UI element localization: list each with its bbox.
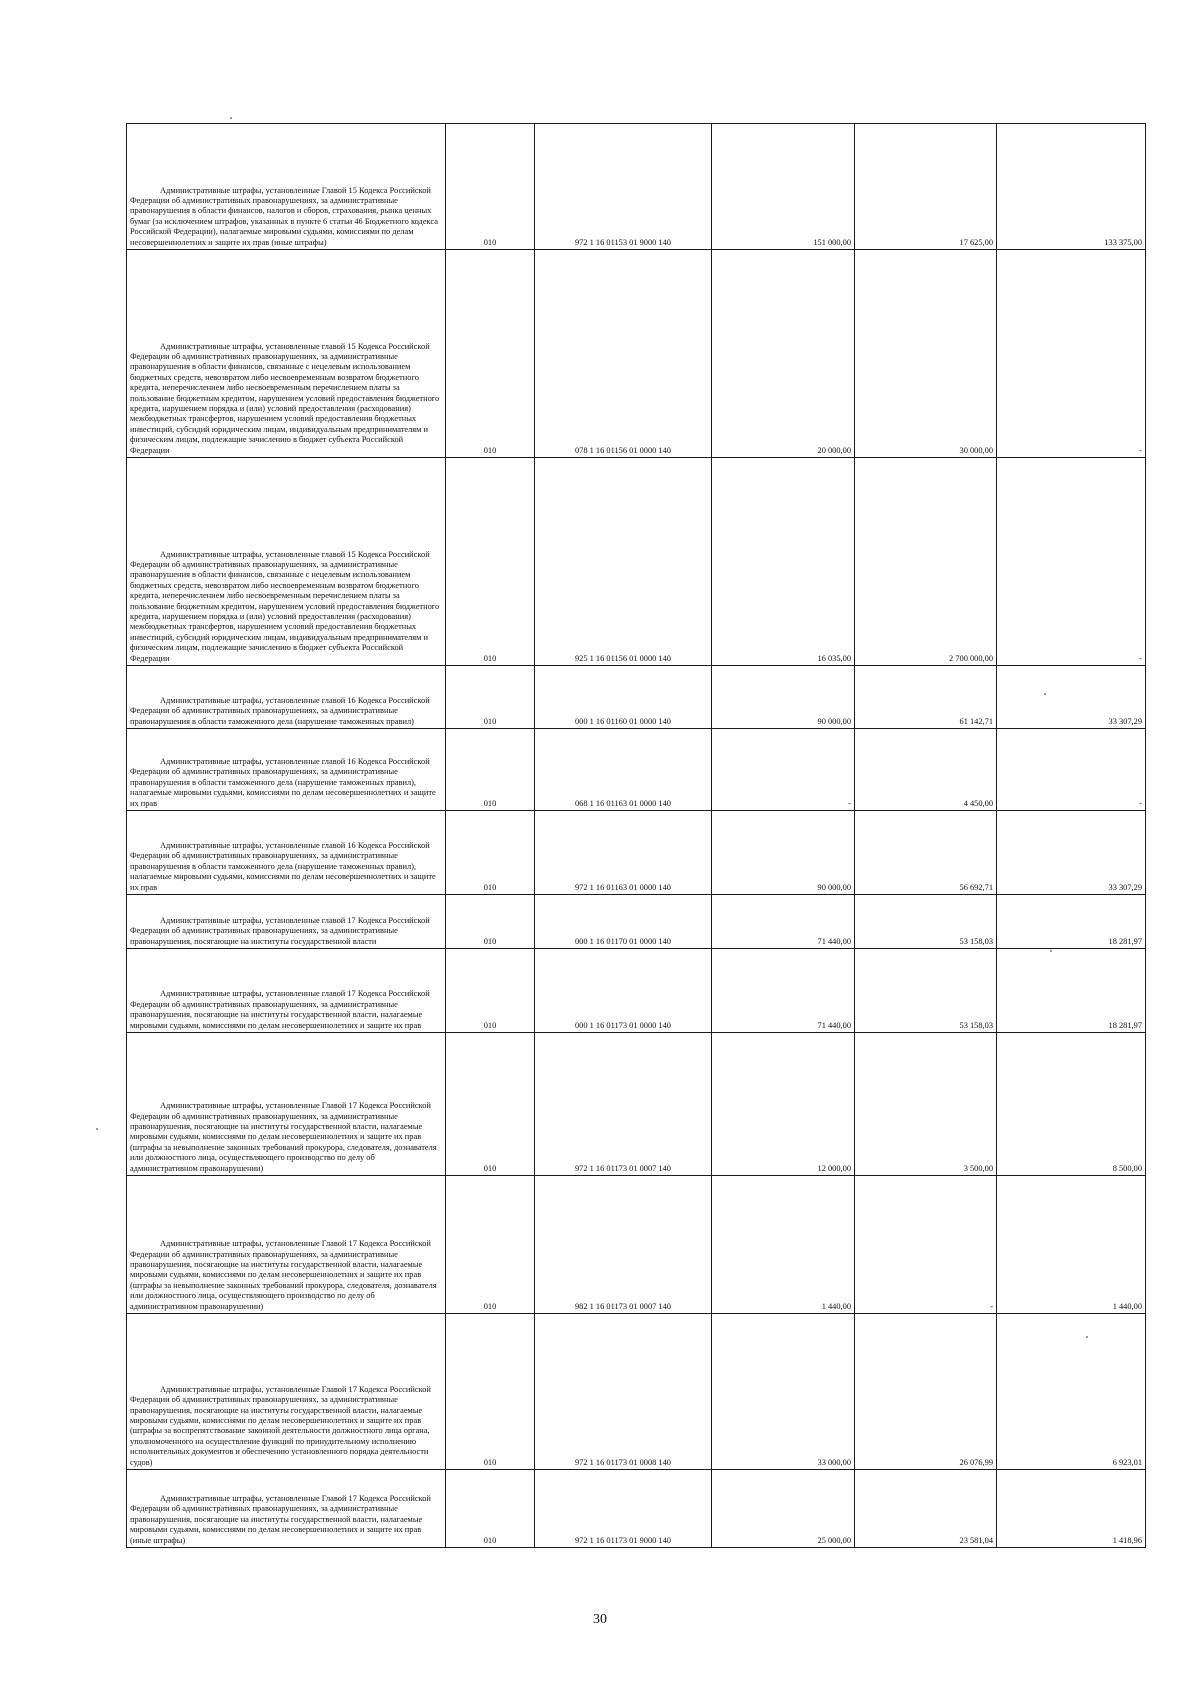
revenue-table — [126, 123, 1146, 1548]
row-description: Административные штрафы, установленные Главой 17 Кодекса Российской Федерации об административных правонарушениях, за административные правонарушения, посягающие на институты государственной власти, налагаемые мировыми судьями, комиссиями по делам несовершеннолетних и защите их прав (иные штрафы) — [127, 1470, 446, 1548]
row-budget-code: 972 1 16 01153 01 9000 140 — [535, 124, 712, 250]
row-budget-code: 982 1 16 01173 01 0007 140 — [535, 1176, 712, 1314]
row-unexecuted-amount: - — [997, 250, 1146, 458]
table-row — [127, 729, 1146, 811]
row-approved-amount: 12 000,00 — [712, 1033, 855, 1176]
row-executed-amount: 56 692,71 — [855, 811, 997, 895]
row-approved-amount: 90 000,00 — [712, 811, 855, 895]
row-budget-code: 972 1 16 01173 01 9000 140 — [535, 1470, 712, 1548]
row-approved-amount: 16 035,00 — [712, 458, 855, 666]
table-row — [127, 1176, 1146, 1314]
row-description: Административные штрафы, установленные Главой 17 Кодекса Российской Федерации об административных правонарушениях, за административные правонарушения, посягающие на институты государственной власти, налагаемые мировыми судьями, комиссиями по делам несовершеннолетних и защите их прав (штрафы за невыполнение законных требований прокурора, следователя, дознавателя или должностного лица, осуществляющего производство по делу об административном правонарушении) — [127, 1176, 446, 1314]
row-description: Административные штрафы, установленные главой 17 Кодекса Российской Федерации об административных правонарушениях, за административные правонарушения, посягающие на институты государственной власти — [127, 895, 446, 949]
row-line-code: 010 — [446, 666, 535, 729]
table-row — [127, 1470, 1146, 1548]
row-budget-code: 000 1 16 01160 01 0000 140 — [535, 666, 712, 729]
row-description: Административные штрафы, установленные главой 16 Кодекса Российской Федерации об административных правонарушениях, за административные правонарушения в области таможенного дела (нарушение таможенных правил), налагаемые мировыми судьями, комиссиями по делам несовершеннолетних и защите их прав — [127, 811, 446, 895]
table-row — [127, 895, 1146, 949]
row-line-code: 010 — [446, 250, 535, 458]
row-line-code: 010 — [446, 1033, 535, 1176]
scan-speck — [1050, 950, 1052, 952]
row-executed-amount: 23 581,04 — [855, 1470, 997, 1548]
table-row — [127, 811, 1146, 895]
row-executed-amount: 53 158,03 — [855, 895, 997, 949]
row-executed-amount: 26 076,99 — [855, 1314, 997, 1470]
table-row — [127, 1314, 1146, 1470]
row-unexecuted-amount: 1 418,96 — [997, 1470, 1146, 1548]
row-approved-amount: 20 000,00 — [712, 250, 855, 458]
row-approved-amount: 33 000,00 — [712, 1314, 855, 1470]
row-approved-amount: 71 440,00 — [712, 895, 855, 949]
table-row — [127, 1033, 1146, 1176]
row-budget-code: 972 1 16 01173 01 0007 140 — [535, 1033, 712, 1176]
row-budget-code: 972 1 16 01163 01 0000 140 — [535, 811, 712, 895]
row-unexecuted-amount: 33 307,29 — [997, 811, 1146, 895]
row-line-code: 010 — [446, 729, 535, 811]
row-budget-code: 068 1 16 01163 01 0000 140 — [535, 729, 712, 811]
row-line-code: 010 — [446, 1314, 535, 1470]
row-line-code: 010 — [446, 949, 535, 1033]
row-executed-amount: 61 142,71 — [855, 666, 997, 729]
page-number: 30 — [593, 1612, 607, 1627]
row-description: Административные штрафы, установленные главой 15 Кодекса Российской Федерации об административных правонарушениях, за административные правонарушения в области финансов, связанные с нецелевым использованием бюджетных средств, невозвратом либо несвоевременным возвратом бюджетного кредита, неперечислением либо несвоевременным перечислением платы за пользование бюджетным кредитом, нарушением условий предоставления бюджетного кредита, нарушением порядка и (или) условий предоставления (расходования) межбюджетных трансфертов, нарушением условий предоставления бюджетных инвестиций, субсидий юридическим лицам, индивидуальным предпринимателям и физическим лицам, подлежащие зачислению в бюджет субъекта Российской Федерации — [127, 250, 446, 458]
row-approved-amount: 25 000,00 — [712, 1470, 855, 1548]
row-approved-amount: 71 440,00 — [712, 949, 855, 1033]
row-executed-amount: - — [855, 1176, 997, 1314]
row-executed-amount: 30 000,00 — [855, 250, 997, 458]
row-executed-amount: 3 500,00 — [855, 1033, 997, 1176]
row-unexecuted-amount: - — [997, 729, 1146, 811]
table-row — [127, 250, 1146, 458]
row-unexecuted-amount: 133 375,00 — [997, 124, 1146, 250]
row-description: Административные штрафы, установленные Главой 15 Кодекса Российской Федерации об административных правонарушениях, за административные правонарушения в области финансов, налогов и сборов, страхования, рынка ценных бумаг (за исключением штрафов, указанных в пункте 6 статьи 46 Бюджетного кодекса Российской Федерации), налагаемые мировыми судьями, комиссиями по делам несовершеннолетних и защите их прав (иные штрафы) — [127, 124, 446, 250]
table-row — [127, 666, 1146, 729]
row-budget-code: 078 1 16 01156 01 0000 140 — [535, 250, 712, 458]
row-line-code: 010 — [446, 895, 535, 949]
row-description: Административные штрафы, установленные Главой 17 Кодекса Российской Федерации об административных правонарушениях, за административные правонарушения, посягающие на институты государственной власти, налагаемые мировыми судьями, комиссиями по делам несовершеннолетних и защите их прав (штрафы за невыполнение законных требований прокурора, следователя, дознавателя или должностного лица, осуществляющего производство по делу об административном правонарушении) — [127, 1033, 446, 1176]
table-row — [127, 124, 1146, 250]
row-line-code: 010 — [446, 124, 535, 250]
row-unexecuted-amount: 18 281,97 — [997, 949, 1146, 1033]
row-unexecuted-amount: 1 440,00 — [997, 1176, 1146, 1314]
table-row — [127, 458, 1146, 666]
row-description: Административные штрафы, установленные главой 16 Кодекса Российской Федерации об административных правонарушениях, за административные правонарушения в области таможенного дела (нарушение таможенных правил), налагаемые мировыми судьями, комиссиями по делам несовершеннолетних и защите их прав — [127, 729, 446, 811]
row-approved-amount: 151 000,00 — [712, 124, 855, 250]
row-line-code: 010 — [446, 458, 535, 666]
row-description: Административные штрафы, установленные главой 16 Кодекса Российской Федерации об административных правонарушениях, за административные правонарушения в области таможенного дела (нарушение таможенных правил) — [127, 666, 446, 729]
row-budget-code: 000 1 16 01170 01 0000 140 — [535, 895, 712, 949]
row-budget-code: 925 1 16 01156 01 0000 140 — [535, 458, 712, 666]
row-budget-code: 000 1 16 01173 01 0000 140 — [535, 949, 712, 1033]
row-unexecuted-amount: 8 500,00 — [997, 1033, 1146, 1176]
row-line-code: 010 — [446, 1176, 535, 1314]
report-sheet — [126, 123, 1146, 1548]
row-executed-amount: 53 158,03 — [855, 949, 997, 1033]
row-budget-code: 972 1 16 01173 01 0008 140 — [535, 1314, 712, 1470]
row-executed-amount: 2 700 000,00 — [855, 458, 997, 666]
row-description: Административные штрафы, установленные главой 15 Кодекса Российской Федерации об административных правонарушениях, за административные правонарушения в области финансов, связанные с нецелевым использованием бюджетных средств, невозвратом либо несвоевременным возвратом бюджетного кредита, неперечислением либо несвоевременным перечислением платы за пользование бюджетным кредитом, нарушением условий предоставления бюджетного кредита, нарушением порядка и (или) условий предоставления (расходования) межбюджетных трансфертов, нарушением условий предоставления бюджетных инвестиций, субсидий юридическим лицам, индивидуальным предпринимателям и физическим лицам, подлежащие зачислению в бюджет субъекта Российской Федерации — [127, 458, 446, 666]
row-line-code: 010 — [446, 1470, 535, 1548]
row-unexecuted-amount: 18 281,97 — [997, 895, 1146, 949]
row-approved-amount: - — [712, 729, 855, 811]
scan-speck — [1086, 1336, 1088, 1338]
row-description: Административные штрафы, установленные Главой 17 Кодекса Российской Федерации об административных правонарушениях, за административные правонарушения, посягающие на институты государственной власти, налагаемые мировыми судьями, комиссиями по делам несовершеннолетних и защите их прав (штрафы за воспрепятствование законной деятельности должностного лица органа, уполномоченного на осуществление функций по принудительному исполнению исполнительных документов и обеспечению установленного порядка деятельности судов) — [127, 1314, 446, 1470]
row-line-code: 010 — [446, 811, 535, 895]
row-approved-amount: 90 000,00 — [712, 666, 855, 729]
row-executed-amount: 17 625,00 — [855, 124, 997, 250]
scan-speck — [230, 117, 232, 119]
table-row — [127, 949, 1146, 1033]
scan-speck — [1044, 693, 1046, 695]
scan-speck — [96, 1128, 98, 1130]
row-approved-amount: 1 440,00 — [712, 1176, 855, 1314]
row-unexecuted-amount: - — [997, 458, 1146, 666]
row-unexecuted-amount: 6 923,01 — [997, 1314, 1146, 1470]
row-description: Административные штрафы, установленные главой 17 Кодекса Российской Федерации об административных правонарушениях, за административные правонарушения, посягающие на институты государственной власти, налагаемые мировыми судьями, комиссиями по делам несовершеннолетних и защите их прав — [127, 949, 446, 1033]
row-executed-amount: 4 450,00 — [855, 729, 997, 811]
row-unexecuted-amount: 33 307,29 — [997, 666, 1146, 729]
